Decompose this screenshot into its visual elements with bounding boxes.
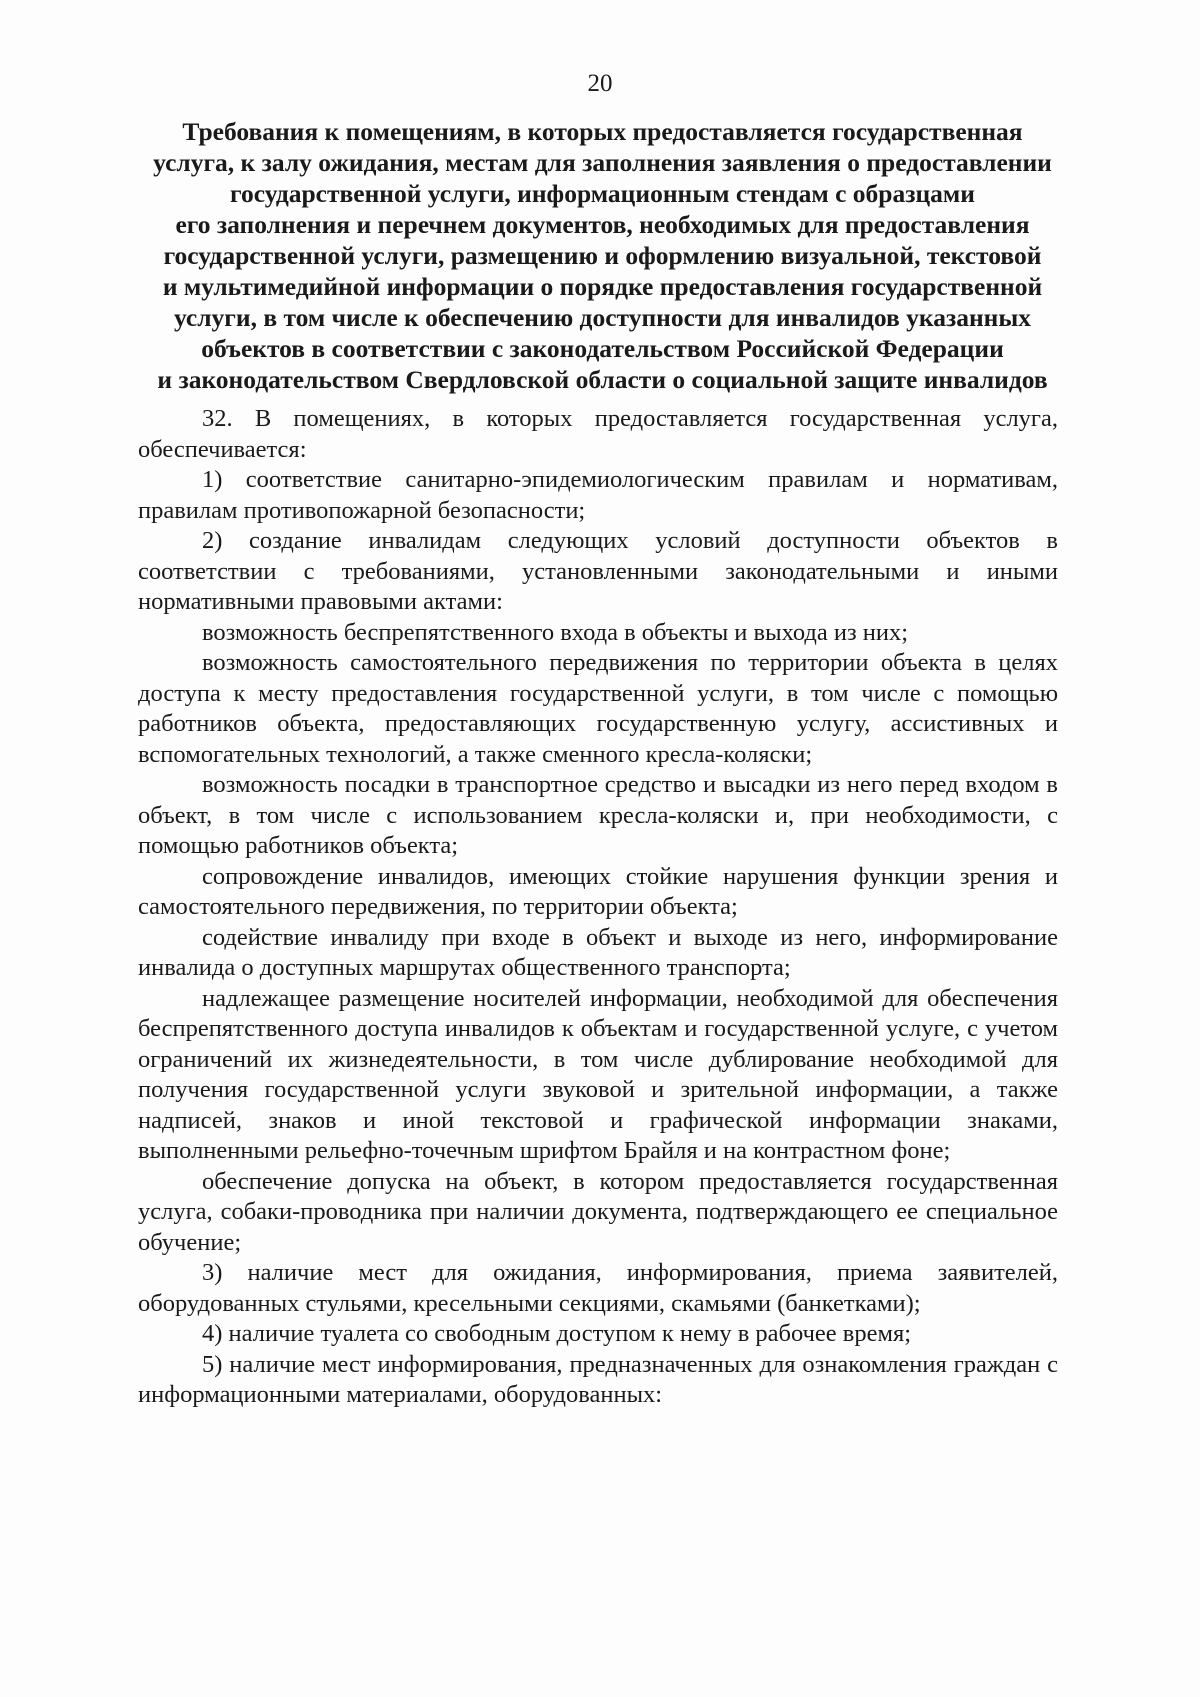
heading-line: услуга, к залу ожидания, местам для заполнения заявления о предоставлении (153, 148, 1052, 177)
heading-line: объектов в соответствии с законодательством Российской Федерации (201, 334, 1004, 363)
document-body (138, 404, 1058, 1411)
paragraph-item-3: 3) наличие мест для ожидания, информирования, приема заявителей, оборудованных стульями, кресельными секциями, скамьями (банкетками); (138, 1259, 1058, 1317)
heading-line: услуги, в том числе к обеспечению доступности для инвалидов указанных (173, 303, 1032, 332)
section-heading (150, 116, 1055, 395)
paragraph-sub-movement: возможность самостоятельного передвижения по территории объекта в целях доступа к месту предоставления государственной услуги, в том числе с помощью работников объекта, предоставляющих государственную услугу, ассистивных и вспомогательных технологий, а также сменного кресла-коляски; (138, 649, 1058, 768)
paragraph-item-1: 1) соответствие санитарно-эпидемиологическим правилам и нормативам, правилам противопожарной безопасности; (138, 466, 1058, 524)
heading-line: и мультимедийной информации о порядке предоставления государственной (162, 272, 1043, 301)
heading-line: государственной услуги, размещению и оформлению визуальной, текстовой (163, 241, 1042, 270)
page-number: 20 (587, 70, 613, 97)
paragraph-sub-entry: возможность беспрепятственного входа в объекты и выхода из них; (202, 618, 909, 646)
paragraph-item-4: 4) наличие туалета со свободным доступом к нему в рабочее время; (202, 1320, 912, 1347)
paragraph-item-2: 2) создание инвалидам следующих условий доступности объектов в соответствии с требованиями, установленными законодательными и иными нормативными правовыми актами: (138, 527, 1058, 615)
heading-line: и законодательством Свердловской области о социальной защите инвалидов (157, 365, 1048, 394)
paragraph-sub-escort: сопровождение инвалидов, имеющих стойкие нарушения функции зрения и самостоятельного передвижения, по территории объекта; (138, 862, 1058, 920)
paragraph-sub-assistance: содействие инвалиду при входе в объект и выходе из него, информирование инвалида о доступных маршрутах общественного транспорта; (138, 923, 1058, 981)
heading-line: государственной услуги, информационным стендам с образцами (230, 179, 975, 208)
paragraph-sub-transport: возможность посадки в транспортное средство и высадки из него перед входом в объект, в том числе с использованием кресла-коляски и, при необходимости, с помощью работников объекта; (138, 771, 1058, 859)
paragraph-sub-guide-dog: обеспечение допуска на объект, в котором предоставляется государственная услуга, собаки-проводника при наличии документа, подтверждающего ее специальное обучение; (138, 1167, 1058, 1256)
paragraph-sub-information: надлежащее размещение носителей информации, необходимой для обеспечения беспрепятственного доступа инвалидов к объектам и государственной услуге, с учетом ограничений их жизнедеятельности, в том числе дублирование необходимой для получения государственной услуги звуковой и зрительной информации, а также надписей, знаков и иной текстовой и графической информации знаками, выполненными рельефно-точечным шрифтом Брайля и на контрастном фоне; (138, 984, 1058, 1164)
heading-line: Требования к помещениям, в которых предоставляется государственная (182, 117, 1023, 146)
paragraph-item-5: 5) наличие мест информирования, предназначенных для ознакомления граждан с информационными материалами, оборудованных: (138, 1350, 1058, 1408)
paragraph-32: 32. В помещениях, в которых предоставляется государственная услуга, обеспечивается: (138, 405, 1058, 463)
heading-line: его заполнения и перечнем документов, необходимых для предоставления (175, 210, 1030, 239)
